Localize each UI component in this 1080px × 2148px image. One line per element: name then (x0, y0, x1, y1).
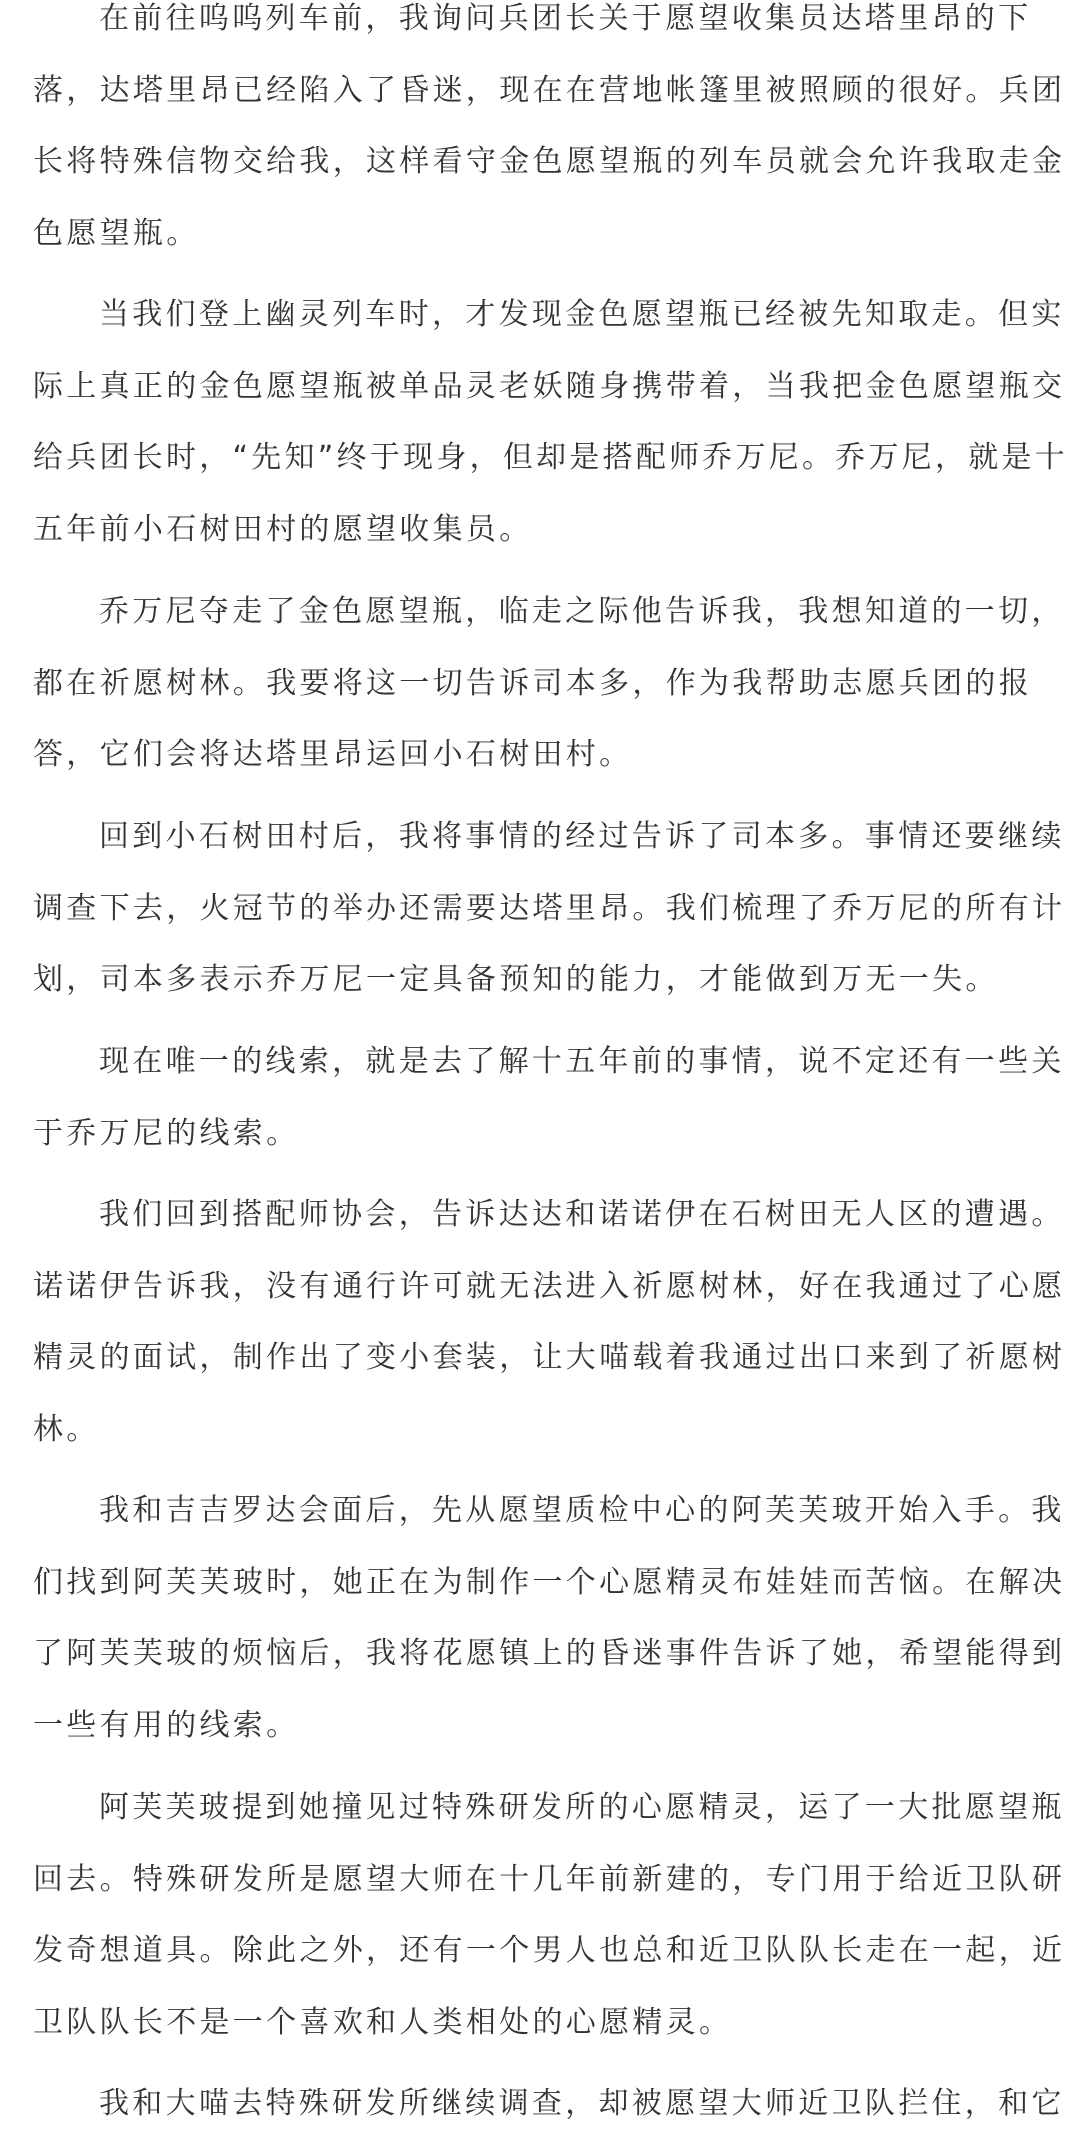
text-line: 回到小石树田村后，我将事情的经过告诉了司本多。事情还要继续 (99, 819, 1065, 854)
text-line: 现在唯一的线索，就是去了解十五年前的事情，说不定还有一些关 (99, 1044, 1065, 1079)
text-line: 我和吉吉罗达会面后，先从愿望质检中心的阿芙芙玻开始入手。我 (99, 1493, 1065, 1528)
text-line: 林。 (33, 1411, 100, 1447)
text-line: 在前往呜呜列车前，我询问兵团长关于愿望收集员达塔里昂的下 (99, 1, 1032, 36)
text-line: 于乔万尼的线索。 (33, 1115, 300, 1151)
text-line: 落，达塔里昂已经陷入了昏迷，现在在营地帐篷里被照顾的很好。兵团 (33, 72, 1066, 108)
text-line: 精灵的面试，制作出了变小套装，让大喵载着我通过出口来到了祈愿树 (33, 1340, 1066, 1375)
text-line: 当我们登上幽灵列车时，才发现金色愿望瓶已经被先知取走。但实 (99, 297, 1065, 332)
paragraph (33, 576, 1065, 791)
text-line: 发奇想道具。除此之外，还有一个男人也总和近卫队队长走在一起，近 (33, 1933, 1066, 1968)
text-line: 阿芙芙玻提到她撞见过特殊研发所的心愿精灵，运了一大批愿望瓶 (99, 1790, 1065, 1825)
paragraph (33, 0, 1065, 269)
paragraph (33, 2068, 1065, 2140)
text-line: 卫队队长不是一个喜欢和人类相处的心愿精灵。 (33, 2004, 733, 2040)
paragraph (33, 1475, 1065, 1761)
text-line: 一些有用的线索。 (33, 1707, 300, 1743)
text-line: 色愿望瓶。 (33, 215, 200, 251)
text-line: 五年前小石树田村的愿望收集员。 (33, 511, 533, 547)
text-line: 都在祈愿树林。我要将这一切告诉司本多，作为我帮助志愿兵团的报 (33, 665, 1032, 701)
paragraph (33, 801, 1065, 1016)
text-line: 乔万尼夺走了金色愿望瓶，临走之际他告诉我，我想知道的一切， (99, 594, 1065, 629)
text-line: 诺诺伊告诉我，没有通行许可就无法进入祈愿树林，好在我通过了心愿 (33, 1268, 1066, 1304)
text-line: 给兵团长时，“先知”终于现身，但却是搭配师乔万尼。乔万尼，就是十 (33, 440, 1069, 475)
text-line: 长将特殊信物交给我，这样看守金色愿望瓶的列车员就会允许我取走金 (33, 144, 1066, 179)
text-line: 际上真正的金色愿望瓶被单品灵老妖随身携带着，当我把金色愿望瓶交 (33, 368, 1066, 404)
text-line: 我和大喵去特殊研发所继续调查，却被愿望大师近卫队拦住，和它 (99, 2086, 1065, 2121)
paragraph (33, 1026, 1065, 1169)
paragraph (33, 279, 1070, 565)
text-line: 答，它们会将达塔里昂运回小石树田村。 (33, 737, 633, 772)
text-line: 了阿芙芙玻的烦恼后，我将花愿镇上的昏迷事件告诉了她，希望能得到 (33, 1636, 1066, 1671)
text-line: 回去。特殊研发所是愿望大师在十几年前新建的，专门用于给近卫队研 (33, 1861, 1066, 1897)
text-line: 们找到阿芙芙玻时，她正在为制作一个心愿精灵布娃娃而苦恼。在解决 (33, 1564, 1066, 1600)
paragraph (33, 1179, 1065, 1465)
text-line: 划，司本多表示乔万尼一定具备预知的能力，才能做到万无一失。 (33, 962, 999, 997)
paragraph (33, 1772, 1065, 2058)
text-line: 我们回到搭配师协会，告诉达达和诺诺伊在石树田无人区的遭遇。 (99, 1197, 1065, 1232)
text-line: 调查下去，火冠节的举办还需要达塔里昂。我们梳理了乔万尼的所有计 (33, 890, 1066, 926)
